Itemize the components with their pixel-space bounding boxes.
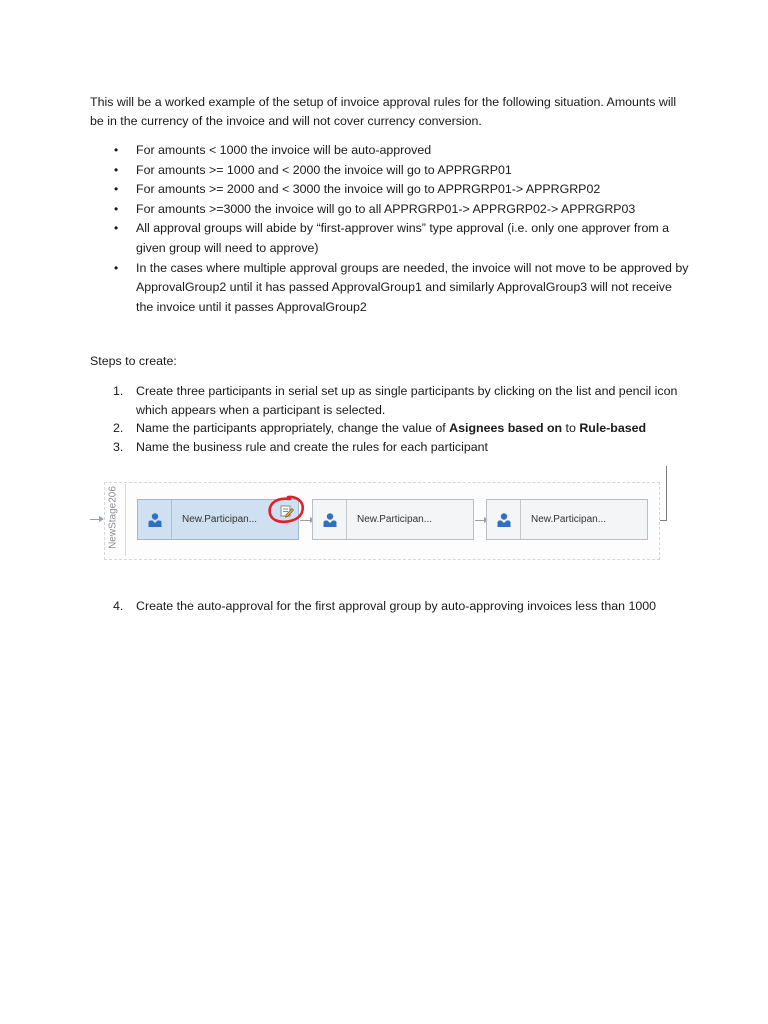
list-item: • All approval groups will abide by “first-approver wins” type approval (i.e. only one approver from a given group will need to approve) <box>114 221 670 255</box>
participant-node[interactable] <box>486 499 648 540</box>
participant-label: New.Participan... <box>357 514 433 525</box>
list-item: • For amounts < 1000 the invoice will be auto-approved <box>90 141 690 161</box>
step-number: 2. <box>113 421 124 435</box>
bullet-icon: • <box>114 201 119 216</box>
participant-label: New.Participan... <box>531 514 607 525</box>
list-item <box>90 438 690 457</box>
step-number: 4. <box>113 599 124 613</box>
requirements-list <box>90 141 690 317</box>
connector-arrow <box>300 520 312 521</box>
workflow-diagram-screenshot <box>90 466 680 564</box>
stage-name: NewStage206 <box>107 486 119 549</box>
steps-heading: Steps to create: <box>90 354 177 368</box>
step-text: Create three participants in serial set up as single participants by clicking on the list and pencil icon which appears when a participant is selected. <box>136 384 678 417</box>
step-number: 3. <box>113 439 124 454</box>
steps-list-continued <box>90 597 730 616</box>
user-icon <box>487 500 521 539</box>
list-item: • For amounts >=3000 the invoice will go to all APPRGRP01-> APPRGRP02-> APPRGRP03 <box>90 200 690 220</box>
user-icon <box>313 500 347 539</box>
bullet-icon: • <box>114 162 119 177</box>
steps-list <box>90 382 690 456</box>
bold-term: Asignees based on <box>449 421 563 435</box>
connector-arrow <box>475 520 486 521</box>
intro-paragraph: This will be a worked example of the setup of invoice approval rules for the following situation. Amounts will be in the currency of the invoice and will not cover currency conversion. <box>90 95 677 128</box>
bullet-icon: • <box>114 221 119 236</box>
list-item: • In the cases where multiple approval groups are needed, the invoice will not move to be approved by ApprovalGroup2 until it has passed ApprovalGroup1 and similarly ApprovalGroup3 will not receive the invoice until it passes ApprovalGroup2 <box>114 260 689 314</box>
participant-node[interactable] <box>312 499 474 540</box>
step-number: 1. <box>113 384 124 398</box>
bullet-icon: • <box>114 143 119 157</box>
list-item: • For amounts >= 2000 and < 3000 the invoice will go to APPRGRP01-> APPRGRP02 <box>90 180 690 200</box>
bullet-icon: • <box>114 182 119 197</box>
list-item <box>90 597 730 616</box>
participant-label: New.Participan... <box>182 514 258 525</box>
list-item <box>90 382 690 419</box>
user-icon <box>138 500 172 539</box>
bold-term: Rule-based <box>579 421 647 435</box>
connector-line <box>666 466 667 520</box>
bullet-icon: • <box>114 260 119 275</box>
incoming-arrow <box>90 519 100 520</box>
step-text: Name the business rule and create the rules for each participant <box>136 439 488 454</box>
list-item: 2. Name the participants appropriately, change the value of Asignees based on to Rule-based <box>90 419 690 438</box>
highlight-circle <box>266 494 306 526</box>
step-text: Create the auto-approval for the first approval group by auto-approving invoices less than 1000 <box>136 599 657 613</box>
stage-label <box>103 484 126 556</box>
list-item: • For amounts >= 1000 and < 2000 the invoice will go to APPRGRP01 <box>90 161 690 181</box>
